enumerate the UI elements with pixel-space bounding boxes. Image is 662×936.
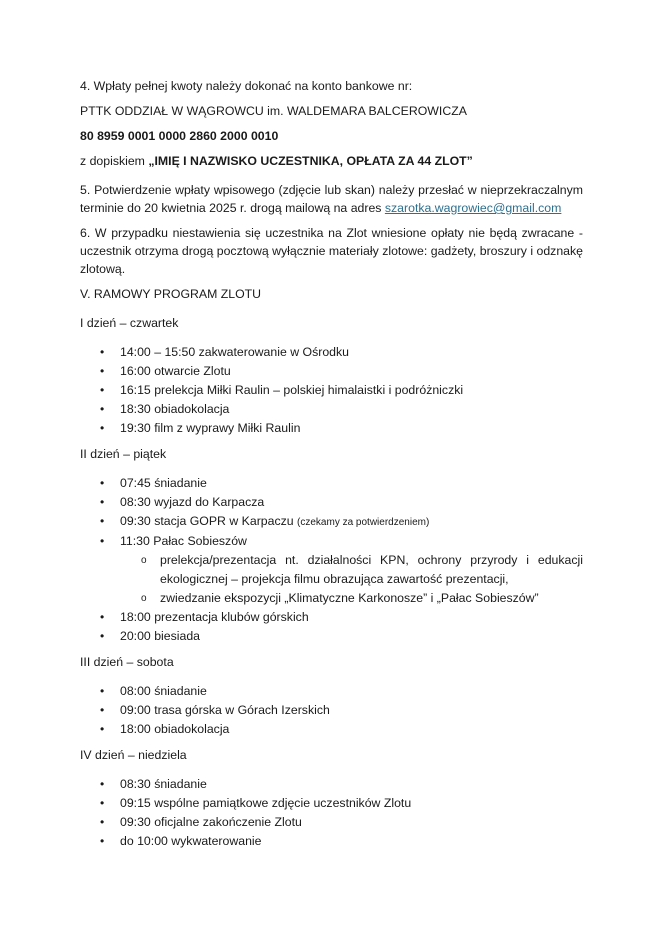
confirmation-paragraph	[80, 181, 583, 217]
schedule-item	[80, 775, 583, 794]
sub-item-text: zwiedzanie ekspozycji „Klimatyczne Karkonosze” i „Pałac Sobieszów”	[160, 591, 539, 605]
bullet-icon: •	[100, 629, 105, 643]
schedule-item	[80, 474, 583, 493]
schedule-item	[80, 813, 583, 832]
bullet-icon: •	[100, 383, 105, 397]
schedule-item	[80, 362, 583, 381]
day-schedule-list	[80, 343, 583, 438]
schedule-item-text: 19:30 film z wyprawy Miłki Raulin	[120, 421, 301, 435]
bullet-icon: •	[100, 534, 105, 548]
organization-name: PTTK ODDZIAŁ W WĄGROWCU im. WALDEMARA BALCEROWICZA	[80, 104, 467, 118]
refund-paragraph: 6. W przypadku niestawienia się uczestnika na Zlot wniesione opłaty nie będą zwracane - uczestnik otrzyma drogą pocztową wyłącznie materiały zlotowe: gadżety, broszury i odznakę zlotową.	[80, 226, 583, 276]
section-title: V. RAMOWY PROGRAM ZLOTU	[80, 287, 262, 301]
day-heading: III dzień – sobota	[80, 655, 174, 669]
day-heading: I dzień – czwartek	[80, 316, 179, 330]
schedule-item-text: 09:00 trasa górska w Górach Izerskich	[120, 703, 330, 717]
schedule-item	[80, 493, 583, 512]
schedule-item-text: 09:30 stacja GOPR w Karpaczu	[120, 514, 294, 528]
schedule-item	[80, 627, 583, 646]
schedule-item-text: do 10:00 wykwaterowanie	[120, 834, 262, 848]
bullet-icon: •	[100, 495, 105, 509]
bullet-icon: •	[100, 815, 105, 829]
schedule-item-text: 07:45 śniadanie	[120, 476, 207, 490]
schedule-item	[80, 832, 583, 851]
schedule-item-text: 08:00 śniadanie	[120, 684, 207, 698]
payment-note-prefix: z dopiskiem	[80, 154, 149, 168]
day-schedule-list	[80, 682, 583, 739]
day-heading: II dzień – piątek	[80, 447, 167, 461]
schedule-item-text: 16:15 prelekcja Miłki Raulin – polskiej himalaistki i podróżniczki	[120, 383, 464, 397]
schedule-item	[80, 794, 583, 813]
day-schedule-list	[80, 474, 583, 646]
bullet-icon: •	[100, 684, 105, 698]
schedule-item-text: 09:30 oficjalne zakończenie Zlotu	[120, 815, 302, 829]
gopr-note: (czekamy za potwierdzeniem)	[297, 517, 430, 528]
bullet-icon: •	[100, 722, 105, 736]
bullet-icon: •	[100, 364, 105, 378]
payment-note	[80, 152, 583, 170]
day-heading: IV dzień – niedziela	[80, 748, 187, 762]
schedule-item-text: 08:30 wyjazd do Karpacza	[120, 495, 265, 509]
schedule-item	[80, 532, 583, 608]
schedule-item-text: 16:00 otwarcie Zlotu	[120, 364, 231, 378]
confirmation-text: 5. Potwierdzenie wpłaty wpisowego (zdjęcie lub skan) należy przesłać w nieprzekraczalnym terminie do 20 kwietnia 2025 r. drogą mailową na adres	[80, 183, 583, 215]
day-schedule-list	[80, 775, 583, 851]
bullet-icon: •	[100, 703, 105, 717]
schedule-item	[80, 343, 583, 362]
schedule-item-text: 14:00 – 15:50 zakwaterowanie w Ośrodku	[120, 345, 349, 359]
bullet-icon: •	[100, 777, 105, 791]
bank-account-number: 80 8959 0001 0000 2860 2000 0010	[80, 129, 279, 143]
schedule-item	[80, 512, 583, 532]
schedule-item-text: 20:00 biesiada	[120, 629, 200, 643]
schedule-item	[80, 720, 583, 739]
payment-instruction: 4. Wpłaty pełnej kwoty należy dokonać na konto bankowe nr:	[80, 79, 413, 93]
bullet-icon: •	[100, 476, 105, 490]
schedule-item	[80, 608, 583, 627]
sub-item-text: prelekcja/prezentacja nt. działalności KPN, ochrony przyrody i edukacji ekologicznej – projekcja filmu obrazująca zawartość prezentacji,	[160, 553, 583, 586]
sub-schedule-list	[120, 551, 583, 608]
circle-bullet-icon: o	[141, 593, 147, 604]
schedule-item	[80, 682, 583, 701]
email-link[interactable]: szarotka.wagrowiec@gmail.com	[384, 201, 562, 215]
bullet-icon: •	[100, 421, 105, 435]
schedule-item-text: 08:30 śniadanie	[120, 777, 207, 791]
schedule-item-text: 11:30 Pałac Sobieszów	[120, 534, 247, 548]
bullet-icon: •	[100, 610, 105, 624]
bullet-icon: •	[100, 514, 105, 528]
circle-bullet-icon: o	[141, 555, 147, 566]
schedule-item-text: 18:00 obiadokolacja	[120, 722, 230, 736]
bullet-icon: •	[100, 834, 105, 848]
sub-schedule-item	[120, 589, 583, 608]
schedule-item	[80, 400, 583, 419]
schedule-item-text: 09:15 wspólne pamiątkowe zdjęcie uczestników Zlotu	[120, 796, 412, 810]
schedule-item	[80, 419, 583, 438]
bullet-icon: •	[100, 796, 105, 810]
sub-schedule-item	[120, 551, 583, 589]
bullet-icon: •	[100, 345, 105, 359]
bullet-icon: •	[100, 402, 105, 416]
document-body	[80, 77, 583, 858]
payment-note-title: „IMIĘ I NAZWISKO UCZESTNIKA, OPŁATA ZA 44 ZLOT”	[148, 154, 473, 168]
schedule-item-text: 18:00 prezentacja klubów górskich	[120, 610, 309, 624]
schedule-item	[80, 701, 583, 720]
schedule-item-text: 18:30 obiadokolacja	[120, 402, 230, 416]
schedule-item	[80, 381, 583, 400]
